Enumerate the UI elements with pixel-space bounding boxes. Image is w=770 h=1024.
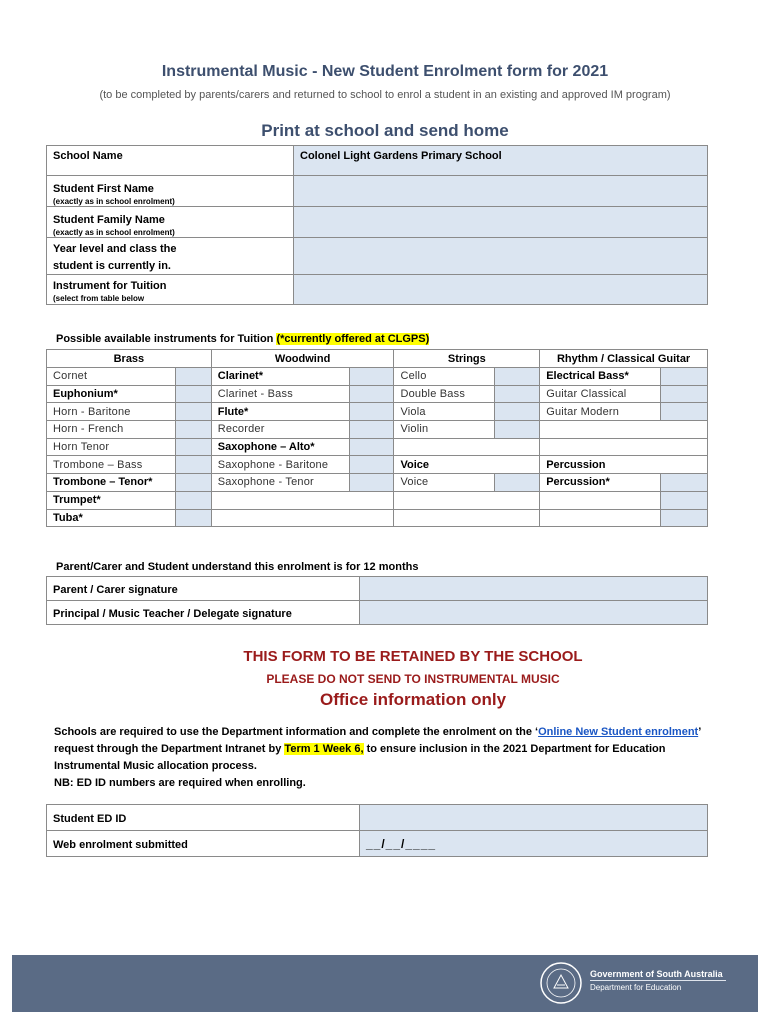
select-box[interactable]	[495, 474, 540, 492]
table-row	[47, 368, 708, 386]
instrument-cell: Trombone – Bass	[47, 456, 176, 474]
year-level-label: Year level and class the student is currently in.	[47, 238, 294, 275]
instrument-cell: Saxophone - Tenor	[211, 474, 349, 492]
empty-cell	[394, 509, 540, 527]
select-box[interactable]	[349, 474, 394, 492]
department-name: Department for Education	[590, 983, 682, 992]
ed-id-label: Student ED ID	[47, 805, 360, 831]
principal-signature-field[interactable]	[360, 601, 708, 625]
header-rhythm: Rhythm / Classical Guitar	[540, 350, 708, 368]
table-row	[47, 421, 708, 439]
instrument-cell: Trombone – Tenor*	[47, 474, 176, 492]
select-box[interactable]	[349, 438, 394, 456]
form-title: Instrumental Music - New Student Enrolment form for 2021	[161, 63, 609, 80]
year-level-field[interactable]	[294, 238, 708, 275]
select-box[interactable]	[495, 403, 540, 421]
instrument-label: Instrument for Tuition (select from table below	[47, 275, 294, 305]
first-name-label: Student First Name (exactly as in school enrolment)	[47, 176, 294, 207]
empty-cell	[540, 421, 708, 439]
select-box[interactable]	[349, 368, 394, 386]
form-subtitle: (to be completed by parents/carers and returned to school to enrol a student in an existing and approved IM program)	[99, 89, 671, 101]
instrument-cell: Percussion*	[540, 474, 661, 492]
select-box[interactable]	[175, 438, 211, 456]
select-box[interactable]	[661, 474, 708, 492]
table-row	[47, 385, 708, 403]
instrument-cell: Clarinet*	[211, 368, 349, 386]
school-name-label: School Name	[47, 146, 294, 176]
instrument-cell: Violin	[394, 421, 495, 439]
instrument-cell: Saxophone - Baritone	[211, 456, 349, 474]
student-details-table	[46, 145, 708, 305]
deadline-highlight: Term 1 Week 6,	[284, 743, 364, 755]
select-box[interactable]	[495, 368, 540, 386]
select-box[interactable]	[175, 368, 211, 386]
instrument-cell: Horn - French	[47, 421, 176, 439]
instrument-cell: Double Bass	[394, 385, 495, 403]
online-enrolment-link[interactable]: Online New Student enrolment	[538, 726, 699, 738]
school-name-field[interactable]: Colonel Light Gardens Primary School	[294, 146, 708, 176]
instruments-caption: Possible available instruments for Tuition (*currently offered at CLGPS)	[56, 333, 430, 345]
select-box[interactable]	[349, 421, 394, 439]
instrument-cell: Clarinet - Bass	[211, 385, 349, 403]
select-box[interactable]	[175, 474, 211, 492]
instrument-cell: Tuba*	[47, 509, 176, 527]
office-heading: Office information only	[319, 690, 507, 709]
instrument-cell: Euphonium*	[47, 385, 176, 403]
government-name: Government of South Australia	[590, 969, 723, 979]
instrument-cell: Cornet	[47, 368, 176, 386]
web-enrolment-label: Web enrolment submitted	[47, 831, 360, 857]
empty-cell	[540, 491, 661, 509]
instrument-cell: Electrical Bass*	[540, 368, 661, 386]
select-box[interactable]	[175, 421, 211, 439]
instruments-table	[46, 349, 708, 527]
header-strings: Strings	[394, 350, 540, 368]
empty-cell	[540, 438, 708, 456]
select-box[interactable]	[661, 403, 708, 421]
parent-signature-label: Parent / Carer signature	[47, 577, 360, 601]
office-instructions: Schools are required to use the Department information and complete the enrolment on the ‘Online New Student enrolment’ request through the Department Intranet by Term 1 Week 6, to ensure inclusion in the 2021 Department for Education Instrumental Music allocation process. NB: ED ID numbers are required when enrolling.	[54, 726, 701, 789]
empty-cell	[394, 438, 540, 456]
instrument-cell: Saxophone – Alto*	[211, 438, 349, 456]
table-row	[47, 456, 708, 474]
select-box[interactable]	[661, 385, 708, 403]
web-enrolment-date-field[interactable]: __/__/____	[360, 831, 708, 857]
table-row	[47, 438, 708, 456]
select-box[interactable]	[661, 509, 708, 527]
header-brass: Brass	[47, 350, 212, 368]
instrument-cell: Guitar Classical	[540, 385, 661, 403]
nb-note: NB: ED ID numbers are required when enrolling.	[54, 777, 306, 789]
instrument-cell: Horn Tenor	[47, 438, 176, 456]
empty-cell	[211, 509, 394, 527]
first-name-field[interactable]	[294, 176, 708, 207]
empty-cell	[540, 509, 661, 527]
select-box[interactable]	[349, 456, 394, 474]
ed-id-field[interactable]	[360, 805, 708, 831]
select-box[interactable]	[175, 491, 211, 509]
parent-signature-field[interactable]	[360, 577, 708, 601]
select-box[interactable]	[495, 385, 540, 403]
table-row	[47, 403, 708, 421]
instrument-cell: Guitar Modern	[540, 403, 661, 421]
offered-highlight: (*currently offered at CLGPS)	[276, 333, 430, 345]
signatures-caption: Parent/Carer and Student understand this enrolment is for 12 months	[56, 561, 419, 573]
instrument-cell: Trumpet*	[47, 491, 176, 509]
office-table	[46, 804, 708, 857]
header-woodwind: Woodwind	[211, 350, 394, 368]
table-row	[47, 491, 708, 509]
select-box[interactable]	[175, 403, 211, 421]
footer-banner	[12, 955, 758, 1012]
select-box[interactable]	[349, 403, 394, 421]
instrument-cell: Viola	[394, 403, 495, 421]
instrument-cell: Flute*	[211, 403, 349, 421]
select-box[interactable]	[175, 456, 211, 474]
principal-signature-label: Principal / Music Teacher / Delegate signature	[47, 601, 360, 625]
signatures-table	[46, 576, 708, 625]
select-box[interactable]	[661, 491, 708, 509]
select-box[interactable]	[661, 368, 708, 386]
footer-divider	[590, 980, 726, 981]
empty-cell	[211, 491, 394, 509]
family-name-field[interactable]	[294, 207, 708, 238]
instrument-cell: Voice	[394, 474, 495, 492]
instrument-cell: Recorder	[211, 421, 349, 439]
voice-subheader: Voice	[394, 456, 540, 474]
select-box[interactable]	[175, 509, 211, 527]
instrument-field[interactable]	[294, 275, 708, 305]
table-row	[47, 509, 708, 527]
empty-cell	[394, 491, 540, 509]
instrument-cell: Cello	[394, 368, 495, 386]
instrument-cell: Horn - Baritone	[47, 403, 176, 421]
print-note: Print at school and send home	[261, 121, 509, 140]
table-row	[47, 474, 708, 492]
retain-notice: THIS FORM TO BE RETAINED BY THE SCHOOL	[243, 648, 583, 665]
percussion-subheader: Percussion	[540, 456, 708, 474]
select-box[interactable]	[349, 385, 394, 403]
family-name-label: Student Family Name (exactly as in school enrolment)	[47, 207, 294, 238]
government-crest-icon	[539, 961, 583, 1005]
do-not-send-notice: PLEASE DO NOT SEND TO INSTRUMENTAL MUSIC	[266, 672, 560, 686]
select-box[interactable]	[175, 385, 211, 403]
select-box[interactable]	[495, 421, 540, 439]
